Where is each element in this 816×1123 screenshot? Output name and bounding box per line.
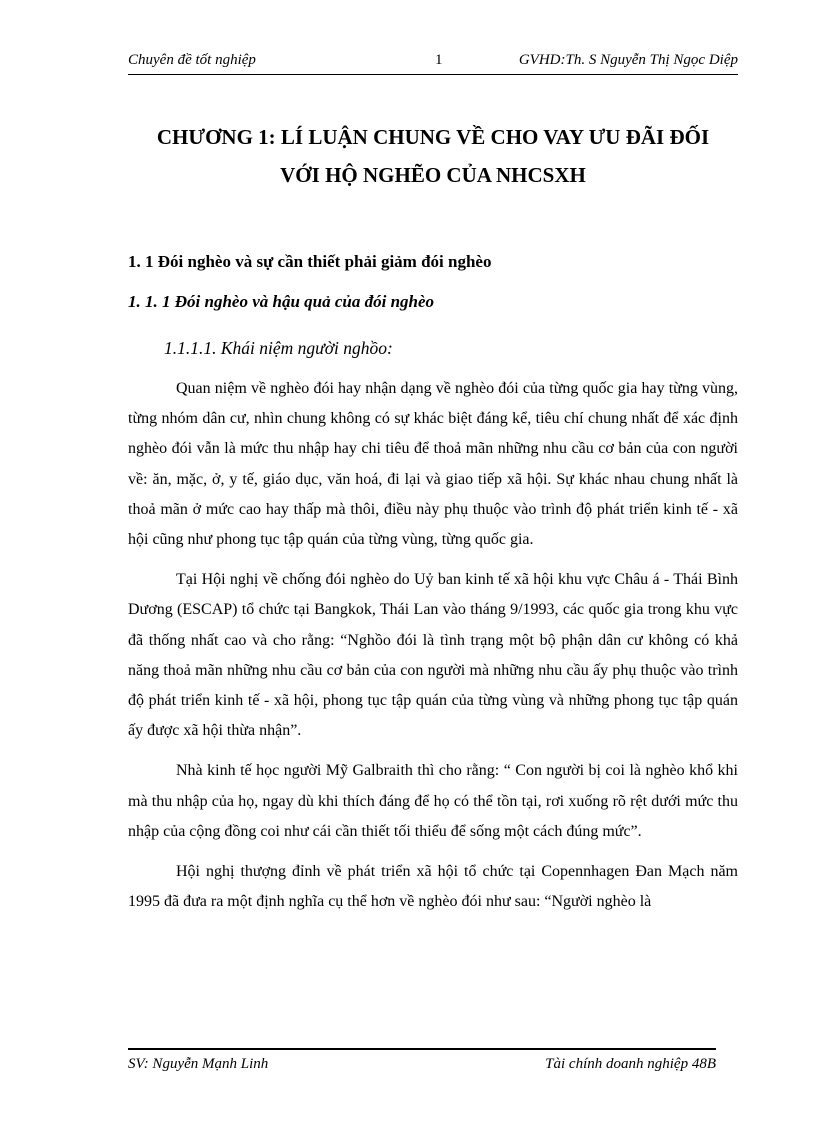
footer-class: Tài chính doanh nghiệp 48B	[545, 1056, 716, 1072]
paragraph: Quan niệm về nghèo đói hay nhận dạng về nghèo đói của từng quốc gia hay từng vùng, từng nhóm dân cư, nhìn chung không có sự khác biệt đáng kể, tiêu chí chung nhất để xác định nghèo đói vẫn là mức thu nhập hay chi tiêu để thoả mãn những nhu cầu cơ bản của con người về: ăn, mặc, ở, y tế, giáo dục, văn hoá, đi lại và giao tiếp xã hội. Sự khác nhau chung nhất là thoả mãn ở mức cao hay thấp mà thôi, điều này phụ thuộc vào trình độ phát triển kinh tế - xã hội cũng như phong tục tập quán của từng vùng, từng quốc gia.	[128, 380, 738, 549]
footer-divider	[128, 1048, 716, 1050]
paragraph: Hội nghị thượng đỉnh về phát triển xã hội tổ chức tại Copennhagen Đan Mạch năm 1995 đã đưa ra một định nghĩa cụ thể hơn về nghèo đói như sau: “Người nghèo là	[128, 863, 738, 911]
section-heading-3: 1.1.1.1. Khái niệm người nghồo:	[164, 338, 393, 358]
paragraph: Nhà kinh tế học người Mỹ Galbraith thì cho rằng: “ Con người bị coi là nghèo khổ khi mà thu nhập của họ, ngay dù khi thích đáng để họ có thể tồn tại, rơi xuống rõ rệt dưới mức thu nhập của cộng đồng coi như cái cần thiết tối thiểu để sống một cách đúng mức”.	[128, 762, 738, 840]
header-document-type: Chuyên đề tốt nghiệp	[128, 52, 256, 68]
header-divider	[128, 74, 738, 75]
section-heading-1: 1. 1 Đói nghèo và sự cần thiết phải giảm đói nghèo	[128, 252, 492, 271]
body-text	[128, 374, 738, 927]
paragraph: Tại Hội nghị về chống đói nghèo do Uỷ ban kinh tế xã hội khu vực Châu á - Thái Bình Dương (ESCAP) tổ chức tại Bangkok, Thái Lan vào tháng 9/1993, các quốc gia trong khu vực đã thống nhất cao và cho rằng: “Nghồo đói là tình trạng một bộ phận dân cư không có khả năng thoả mãn những nhu cầu cơ bản của con người mà những nhu cầu ấy phụ thuộc vào trình độ phát triển kinh tế - xã hội, phong tục tập quán của từng vùng và những phong tục tập quán ấy được xã hội thừa nhận”.	[128, 571, 738, 740]
header-supervisor: GVHD:Th. S Nguyễn Thị Ngọc Diệp	[518, 52, 738, 68]
footer-student: SV: Nguyễn Mạnh Linh	[128, 1056, 269, 1072]
chapter-title-line-2: VỚI HỘ NGHẼO CỦA NHCSXH	[280, 163, 586, 187]
section-heading-2: 1. 1. 1 Đói nghèo và hậu quả của đói nghèo	[128, 292, 435, 311]
header-page-number: 1	[435, 52, 443, 68]
page-header	[128, 52, 738, 74]
chapter-title	[128, 118, 738, 194]
chapter-title-line-1: CHƯƠNG 1: LÍ LUẬN CHUNG VỀ CHO VAY ƯU ĐÃI ĐỐI	[156, 125, 710, 149]
